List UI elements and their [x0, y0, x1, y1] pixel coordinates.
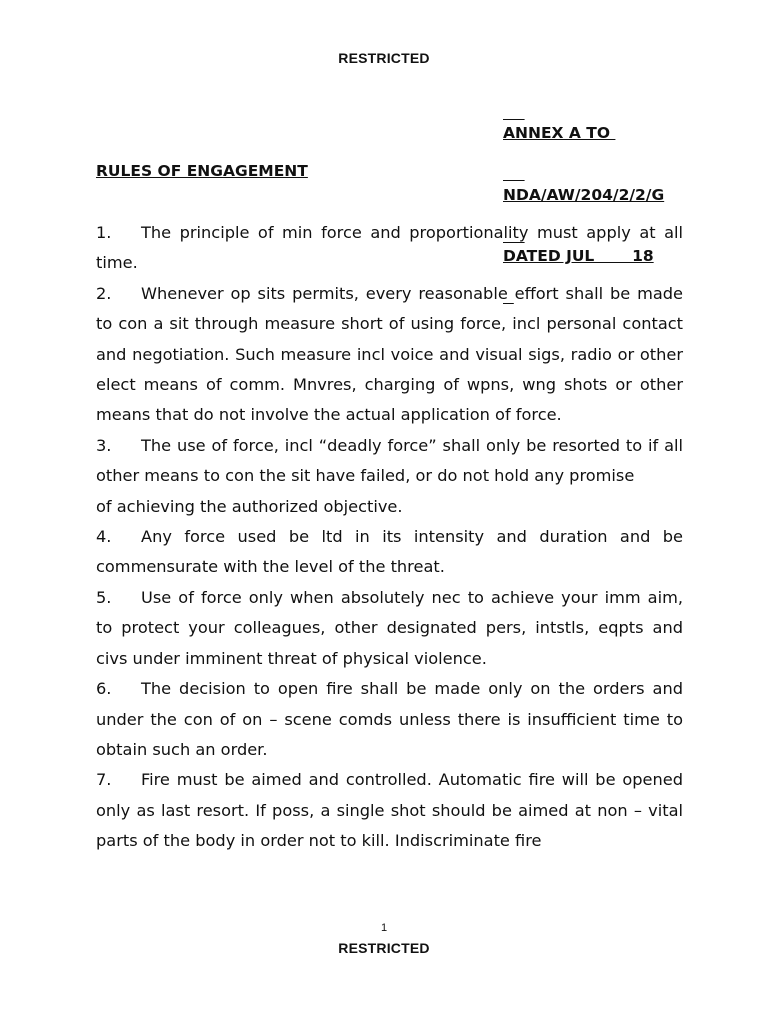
- paragraph-text: The principle of min force and proportionality must apply at all time.: [96, 223, 683, 273]
- annex-line-2: NDA/AW/204/2/2/G: [503, 185, 665, 204]
- paragraph-number: 2.: [96, 283, 112, 303]
- paragraph-number: 1.: [96, 223, 112, 242]
- paragraph-continuation: [96, 492, 683, 522]
- classification-marking-bottom: RESTRICTED: [338, 940, 430, 956]
- paragraph-number: 7.: [96, 770, 112, 790]
- paragraph: [96, 765, 683, 856]
- paragraph-number: 5.: [96, 587, 112, 607]
- paragraph: [96, 431, 683, 492]
- paragraph-text: Any force used be ltd in its intensity and duration and be commensurate with the level of the threat.: [96, 527, 683, 577]
- page-number: 1: [380, 922, 388, 934]
- paragraph-number: 3.: [96, 435, 112, 455]
- paragraph-text: The decision to open fire shall be made only on the orders and under the con of on – scene comds unless there is insufficient time to obtain such an order.: [96, 679, 683, 759]
- paragraph: [96, 674, 683, 765]
- paragraph-text: The use of force, incl “deadly force” shall only be resorted to if all other means to con the sit have failed, or do not hold any promise: [96, 435, 683, 486]
- paragraph-number: 4.: [96, 527, 112, 547]
- annex-line-1: ANNEX A TO: [503, 124, 616, 142]
- paragraph-number: 6.: [96, 679, 112, 699]
- paragraph-text: Whenever op sits permits, every reasonable effort shall be made to con a sit through measure short of using force, incl personal contact and negotiation. Such measure incl voice and visual sigs, radio or other elect means of comm. Mnvres, charging of wpns, wng shots or other means that do not involve the actual application of force.: [96, 283, 683, 425]
- annex-line-3: DATED JUL 18: [503, 247, 654, 265]
- classification-marking-top: RESTRICTED: [338, 50, 430, 66]
- paragraph: [96, 583, 683, 674]
- paragraph: [96, 218, 683, 279]
- paragraph-text: Fire must be aimed and controlled. Automatic fire will be opened only as last resort. If poss, a single shot should be aimed at non – vital parts of the body in order not to kill. Indiscriminate fire: [96, 770, 683, 851]
- paragraph-text: of achieving the authorized objective.: [96, 496, 403, 516]
- paragraph: [96, 522, 683, 583]
- document-body: [96, 218, 683, 857]
- paragraph: [96, 279, 683, 431]
- document-heading: RULES OF ENGAGEMENT: [96, 162, 308, 180]
- paragraph-text: Use of force only when absolutely nec to achieve your imm aim, to protect your colleagues, other designated pers, intstls, eqpts and civs under imminent threat of physical violence.: [96, 587, 683, 668]
